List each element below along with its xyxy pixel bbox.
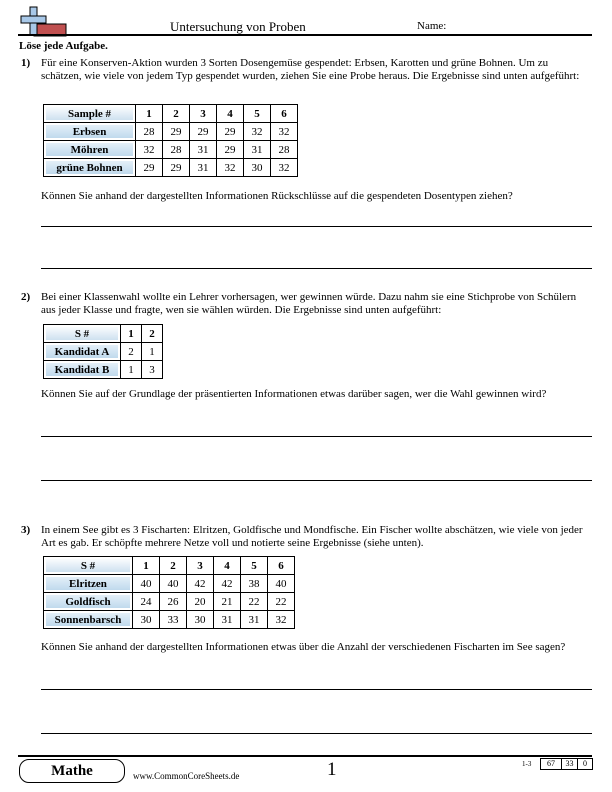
table-cell: 30 [187,611,214,629]
sample-table [43,556,295,629]
question-prompt: Können Sie anhand der dargestellten Informationen Rückschlüsse auf die gespendeten Dosentypen ziehen? [41,190,513,202]
table-cell: 30 [244,159,271,177]
table-cell: 32 [271,159,298,177]
table-row [44,123,298,141]
table-cell: 29 [217,123,244,141]
table-header-row [44,325,163,343]
table-cell: 40 [160,575,187,593]
table-header-cell: 5 [244,105,271,123]
table-cell: 31 [214,611,241,629]
row-label: Goldfisch [44,593,133,611]
table-header-cell: 6 [268,557,295,575]
table-header-cell: 4 [214,557,241,575]
name-label: Name: [417,20,447,32]
table-cell: 29 [190,123,217,141]
sample-table [43,324,163,379]
table-row [44,141,298,159]
question-number: 1) [21,57,31,69]
question-number: 3) [21,524,31,536]
table-header-cell: 5 [241,557,268,575]
table-row [44,361,163,379]
table-cell: 28 [271,141,298,159]
table-cell: 32 [244,123,271,141]
table-cell: 30 [133,611,160,629]
table-cell: 42 [214,575,241,593]
table-cell: 3 [142,361,163,379]
table-cell: 24 [133,593,160,611]
question-text: In einem See gibt es 3 Fischarten: Elritzen, Goldfische und Mondfische. Ein Fischer wollte abschätzen, wie viele von jeder Art es gab. Er schöpfte mehrere Netze voll und notierte seine Ergebnisse (siehe unten). [41,524,583,550]
table-cell: 29 [136,159,163,177]
row-label: grüne Bohnen [44,159,136,177]
table-cell: 1 [142,343,163,361]
answer-line[interactable] [41,480,592,481]
answer-line[interactable] [41,689,592,690]
table-cell: 22 [241,593,268,611]
table-cell: 32 [217,159,244,177]
subject-badge: Mathe [19,759,125,783]
table-header-cell: 3 [190,105,217,123]
answer-line[interactable] [41,268,592,269]
table-cell: 29 [163,123,190,141]
table-cell: 31 [190,159,217,177]
table-cell: 42 [187,575,214,593]
table-header-cell: 2 [163,105,190,123]
row-label: Erbsen [44,123,136,141]
table-cell: 33 [160,611,187,629]
table-row [44,611,295,629]
score-range: 1-3 [522,760,532,768]
table-cell: 28 [163,141,190,159]
table-header-cell: 1 [121,325,142,343]
question-text: Bei einer Klassenwahl wollte ein Lehrer vorhersagen, wer gewinnen würde. Dazu nahm sie eine Stichprobe von Schülern aus jeder Klasse und fragte, wen sie wählen würden. Die Ergebnisse sind unten aufgeführt: [41,291,577,317]
row-label: Kandidat A [44,343,121,361]
table-cell: 32 [271,123,298,141]
table-header-cell: Sample # [44,105,136,123]
table-header-cell: 1 [133,557,160,575]
table-cell: 31 [241,611,268,629]
score-box: 67 [540,758,562,770]
table-row [44,343,163,361]
score-box: 0 [577,758,593,770]
instructions: Löse jede Aufgabe. [19,40,108,52]
table-cell: 31 [190,141,217,159]
table-header-cell: 1 [136,105,163,123]
row-label: Sonnenbarsch [44,611,133,629]
table-header-cell: S # [44,557,133,575]
table-cell: 28 [136,123,163,141]
score-box: 33 [561,758,578,770]
page-title: Untersuchung von Proben [170,19,306,34]
sample-table [43,104,298,177]
table-cell: 22 [268,593,295,611]
table-cell: 21 [214,593,241,611]
table-header-cell: 3 [187,557,214,575]
question-prompt: Können Sie anhand der dargestellten Informationen etwas über die Anzahl der verschiedenen Fischarten im See sagen? [41,641,566,653]
table-row [44,159,298,177]
answer-line[interactable] [41,226,592,227]
table-header-cell: 6 [271,105,298,123]
table-cell: 29 [217,141,244,159]
question-prompt: Können Sie auf der Grundlage der präsentierten Informationen etwas darüber sagen, wer die Wahl gewinnen wird? [41,388,547,400]
header-divider [18,34,592,36]
table-header-cell: 2 [142,325,163,343]
table-cell: 32 [268,611,295,629]
table-header-cell: S # [44,325,121,343]
table-cell: 20 [187,593,214,611]
footer-divider [18,755,592,757]
table-header-cell: 2 [160,557,187,575]
table-cell: 31 [244,141,271,159]
site-url: www.CommonCoreSheets.de [133,771,240,781]
answer-line[interactable] [41,436,592,437]
row-label: Elritzen [44,575,133,593]
table-cell: 1 [121,361,142,379]
table-cell: 29 [163,159,190,177]
table-header-row [44,105,298,123]
table-row [44,575,295,593]
table-cell: 40 [133,575,160,593]
table-cell: 38 [241,575,268,593]
question-number: 2) [21,291,31,303]
table-row [44,593,295,611]
table-cell: 2 [121,343,142,361]
table-cell: 40 [268,575,295,593]
table-header-cell: 4 [217,105,244,123]
table-cell: 26 [160,593,187,611]
answer-line[interactable] [41,733,592,734]
table-header-row [44,557,295,575]
question-text: Für eine Konserven-Aktion wurden 3 Sorten Dosengemüse gespendet: Erbsen, Karotten und grüne Bohnen. Um zu schätzen, wie viele von jedem Typ gespendet wurden, ziehen Sie eine Probe heraus. Die Ergebnisse sind unten aufgeführt: [41,57,580,83]
row-label: Möhren [44,141,136,159]
page-number: 1 [327,759,337,780]
table-cell: 32 [136,141,163,159]
row-label: Kandidat B [44,361,121,379]
